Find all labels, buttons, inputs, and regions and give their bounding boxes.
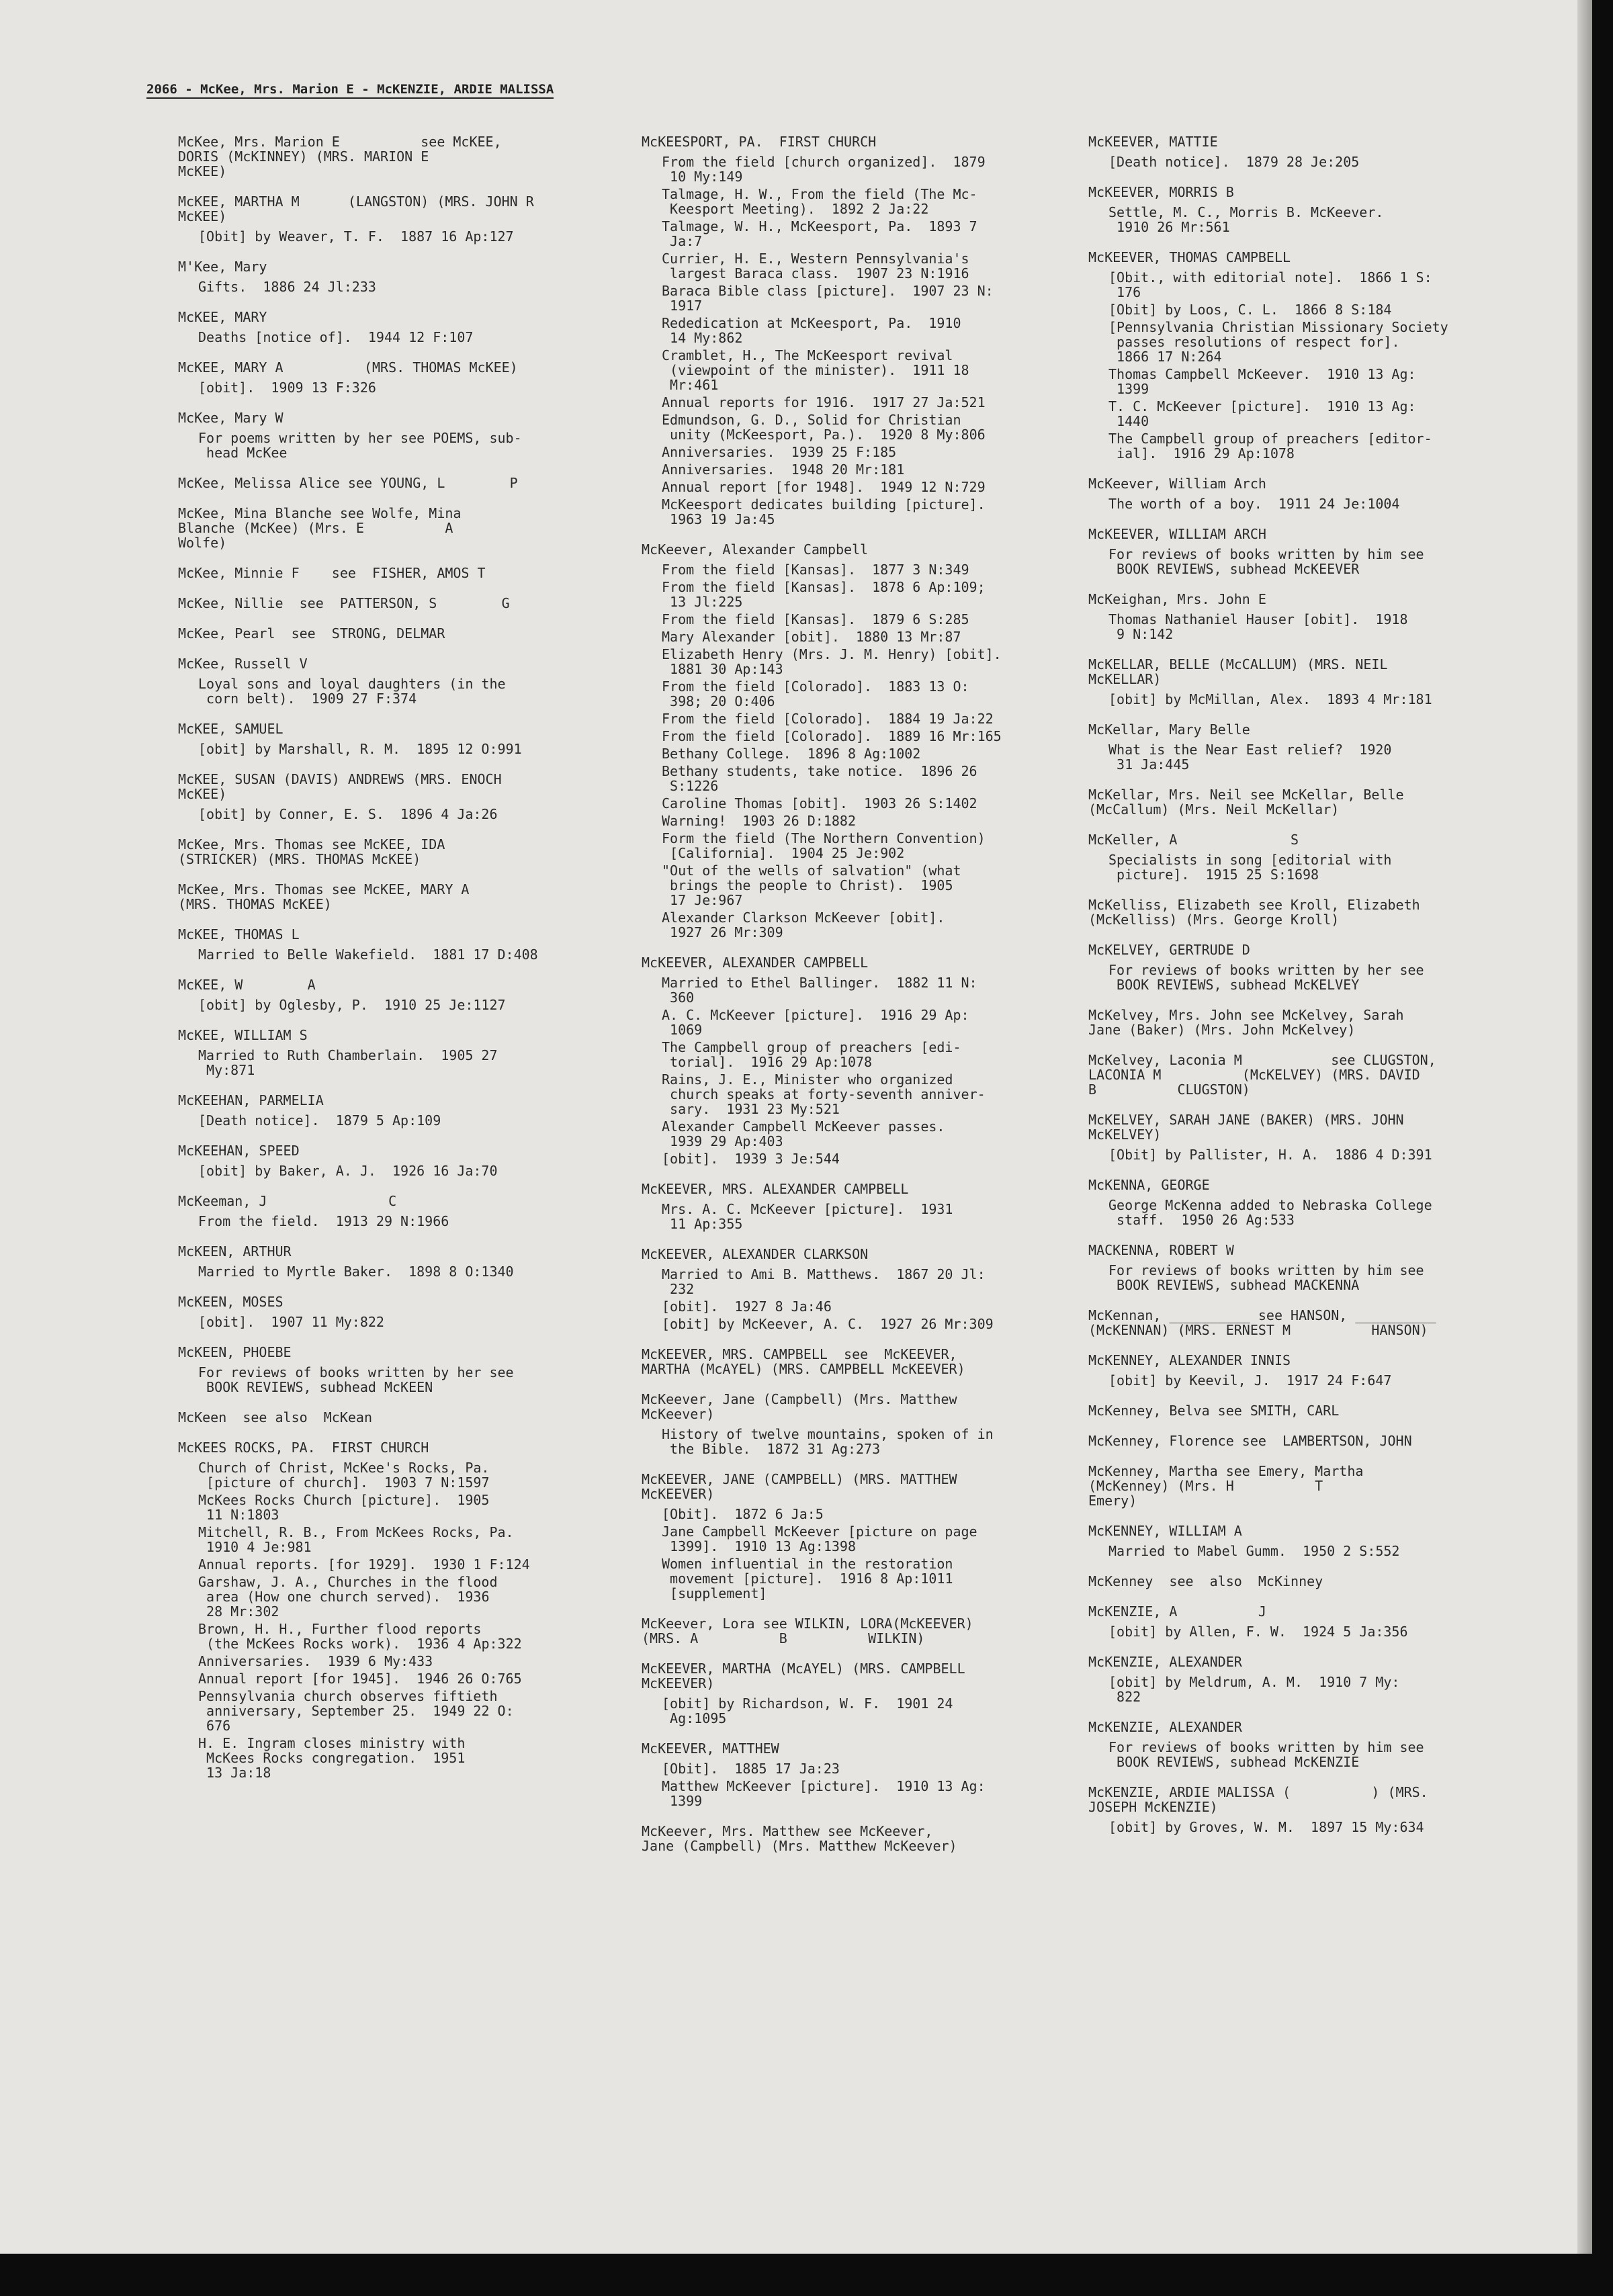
entry-reference: For reviews of books written by him see BOOK REVIEWS, subhead MACKENNA xyxy=(1108,1262,1424,1293)
entry-reference: Annual reports. [for 1929]. 1930 1 F:124 xyxy=(198,1556,530,1573)
index-entry xyxy=(178,1440,608,1780)
entry-heading: McKEEVER, ALEXANDER CLARKSON xyxy=(642,1246,869,1262)
index-entry xyxy=(178,1093,608,1128)
index-entry xyxy=(1088,1243,1532,1292)
entry-reference: From the field [Colorado]. 1883 13 O: 398; 20 O:406 xyxy=(662,678,969,709)
index-entry xyxy=(1088,527,1532,576)
entry-heading: McKenney, Florence see LAMBERTSON, JOHN xyxy=(1088,1433,1412,1449)
entry-heading: McKee, Melissa Alice see YOUNG, L P xyxy=(178,475,518,491)
entry-reference: Annual reports for 1916. 1917 27 Ja:521 xyxy=(662,394,986,410)
entry-reference: George McKenna added to Nebraska College staff. 1950 26 Ag:533 xyxy=(1108,1197,1432,1228)
entry-reference: Talmage, W. H., McKeesport, Pa. 1893 7 Ja:7 xyxy=(662,218,977,249)
index-entry xyxy=(178,310,608,345)
index-entry xyxy=(178,134,608,179)
entry-heading: McKELVEY, GERTRUDE D xyxy=(1088,942,1250,958)
index-entry xyxy=(1088,134,1532,169)
entry-reference: For reviews of books written by her see BOOK REVIEWS, subhead McKEEN xyxy=(198,1364,514,1395)
entry-reference: [Death notice]. 1879 28 Je:205 xyxy=(1108,154,1360,170)
entry-reference: From the field [Kansas]. 1878 6 Ap:109; 13 Jl:225 xyxy=(662,579,986,610)
entry-heading: McKEEVER, WILLIAM ARCH xyxy=(1088,526,1266,542)
index-entry xyxy=(1088,1403,1532,1418)
entry-heading: McKee, Minnie F see FISHER, AMOS T xyxy=(178,565,486,581)
entry-reference: From the field [church organized]. 1879 10 My:149 xyxy=(662,154,986,185)
index-entry xyxy=(1088,722,1532,772)
index-entry xyxy=(178,977,608,1012)
index-entry xyxy=(1088,1654,1532,1704)
entry-heading: McKEEHAN, PARMELIA xyxy=(178,1092,324,1108)
entry-reference: Brown, H. H., Further flood reports (the McKees Rocks work). 1936 4 Ap:322 xyxy=(198,1621,522,1652)
index-entry xyxy=(1088,942,1532,992)
index-entry xyxy=(1088,185,1532,234)
entry-reference: From the field [Kansas]. 1879 6 S:285 xyxy=(662,611,969,627)
index-entry xyxy=(1088,657,1532,707)
entry-reference: Married to Belle Wakefield. 1881 17 D:408 xyxy=(198,946,538,963)
entry-reference: [obit]. 1927 8 Ja:46 xyxy=(662,1298,832,1315)
entry-heading: McKeever, Alexander Campbell xyxy=(642,541,869,558)
entry-heading: McKEEVER, ALEXANDER CAMPBELL xyxy=(642,955,869,971)
entry-heading: McKEEVER, THOMAS CAMPBELL xyxy=(1088,249,1291,265)
entry-heading: McKEEVER, MORRIS B xyxy=(1088,184,1234,200)
entry-heading: McKELLAR, BELLE (McCALLUM) (MRS. NEIL McKELLAR) xyxy=(1088,656,1388,687)
entry-reference: Married to Mabel Gumm. 1950 2 S:552 xyxy=(1108,1543,1400,1559)
index-entry xyxy=(1088,1524,1532,1558)
entry-reference: Caroline Thomas [obit]. 1903 26 S:1402 xyxy=(662,795,977,811)
entry-reference: Warning! 1903 26 D:1882 xyxy=(662,813,856,829)
index-entry xyxy=(642,1347,1072,1376)
entry-reference: [obit] by Conner, E. S. 1896 4 Ja:26 xyxy=(198,806,498,822)
entry-heading: McKeighan, Mrs. John E xyxy=(1088,591,1266,607)
index-entry xyxy=(178,656,608,706)
page-binding-shadow xyxy=(1577,0,1592,2254)
entry-reference: History of twelve mountains, spoken of in the Bible. 1872 31 Ag:273 xyxy=(662,1426,994,1457)
index-entry xyxy=(642,1824,1072,1853)
entry-reference: Form the field (The Northern Convention) [California]. 1904 25 Je:902 xyxy=(662,830,986,861)
index-entry xyxy=(1088,592,1532,642)
index-entry xyxy=(178,721,608,756)
index-entry xyxy=(1088,1112,1532,1162)
index-entry xyxy=(178,772,608,822)
index-entry xyxy=(1088,1574,1532,1589)
entry-heading: McKeever, Lora see WILKIN, LORA(McKEEVER) (MRS. A B WILKIN) xyxy=(642,1616,973,1646)
entry-heading: McKelliss, Elizabeth see Kroll, Elizabeth (McKelliss) (Mrs. George Kroll) xyxy=(1088,897,1420,928)
index-entry xyxy=(642,1661,1072,1726)
entry-reference: [obit]. 1907 11 My:822 xyxy=(198,1314,384,1330)
entry-heading: McKeever, Jane (Campbell) (Mrs. Matthew McKeever) xyxy=(642,1391,957,1422)
entry-reference: Garshaw, J. A., Churches in the flood area (How one church served). 1936 28 Mr:302 xyxy=(198,1574,498,1620)
entry-reference: [Obit] by Pallister, H. A. 1886 4 D:391 xyxy=(1108,1147,1432,1163)
entry-reference: Rededication at McKeesport, Pa. 1910 14 My:862 xyxy=(662,315,961,346)
index-entry xyxy=(1088,1604,1532,1639)
entry-reference: H. E. Ingram closes ministry with McKees Rocks congregation. 1951 13 Ja:18 xyxy=(198,1735,466,1781)
entry-reference: T. C. McKeever [picture]. 1910 13 Ag: 1440 xyxy=(1108,398,1416,429)
entry-reference: What is the Near East relief? 1920 31 Ja:445 xyxy=(1108,742,1392,772)
entry-reference: "Out of the wells of salvation" (what brings the people to Christ). 1905 17 Je:967 xyxy=(662,863,961,908)
index-entry xyxy=(178,837,608,867)
entry-heading: McKee, Russell V xyxy=(178,656,308,672)
entry-reference: Mitchell, R. B., From McKees Rocks, Pa. 1910 4 Je:981 xyxy=(198,1524,514,1555)
entry-heading: McKEEVER, JANE (CAMPBELL) (MRS. MATTHEW McKEEVER) xyxy=(642,1471,957,1502)
entry-heading: McKEE, SUSAN (DAVIS) ANDREWS (MRS. ENOCH McKEE) xyxy=(178,771,502,802)
entry-heading: McKee, Mina Blanche see Wolfe, Mina Blanche (McKee) (Mrs. E A Wolfe) xyxy=(178,505,462,551)
page-header: 2066 - McKee, Mrs. Marion E - McKENZIE, ARDIE MALISSA xyxy=(146,82,554,99)
entry-heading: McKEEN, PHOEBE xyxy=(178,1344,292,1360)
index-column-1 xyxy=(178,134,608,1796)
entry-reference: A. C. McKeever [picture]. 1916 29 Ap: 1069 xyxy=(662,1007,969,1038)
entry-heading: McKenney see also McKinney xyxy=(1088,1573,1323,1589)
entry-reference: [Pennsylvania Christian Missionary Society passes resolutions of respect for]. 1866 17 N:264 xyxy=(1108,319,1448,365)
index-entry xyxy=(178,259,608,294)
index-entry xyxy=(1088,1785,1532,1835)
entry-reference: Church of Christ, McKee's Rocks, Pa. [picture of church]. 1903 7 N:1597 xyxy=(198,1460,490,1491)
index-entry xyxy=(642,1392,1072,1456)
entry-reference: Talmage, H. W., From the field (The Mc- Keesport Meeting). 1892 2 Ja:22 xyxy=(662,186,977,217)
entry-reference: [obit] by Meldrum, A. M. 1910 7 My: 822 xyxy=(1108,1674,1400,1705)
entry-reference: Loyal sons and loyal daughters (in the corn belt). 1909 27 F:374 xyxy=(198,676,506,707)
entry-heading: McKEE, MARY xyxy=(178,309,267,325)
entry-reference: Rains, J. E., Minister who organized church speaks at forty-seventh anniver- sary. 1931 23 My:521 xyxy=(662,1071,986,1117)
entry-reference: Currier, H. E., Western Pennsylvania's largest Baraca class. 1907 23 N:1916 xyxy=(662,251,969,281)
entry-reference: [Obit] by Weaver, T. F. 1887 16 Ap:127 xyxy=(198,228,514,245)
index-entry xyxy=(178,476,608,490)
entry-reference: [Obit., with editorial note]. 1866 1 S: 176 xyxy=(1108,269,1432,300)
entry-heading: McKEEVER, MRS. ALEXANDER CAMPBELL xyxy=(642,1181,909,1197)
entry-reference: From the field. 1913 29 N:1966 xyxy=(198,1213,449,1229)
entry-heading: McKeever, William Arch xyxy=(1088,476,1266,492)
index-entry xyxy=(178,506,608,550)
entry-reference: Annual report [for 1948]. 1949 12 N:729 xyxy=(662,479,986,495)
entry-reference: [Obit]. 1872 6 Ja:5 xyxy=(662,1506,824,1522)
entry-heading: McKENNEY, ALEXANDER INNIS xyxy=(1088,1352,1291,1368)
index-entry xyxy=(178,1194,608,1229)
entry-reference: From the field [Colorado]. 1889 16 Mr:165 xyxy=(662,728,1002,744)
entry-reference: McKeesport dedicates building [picture]. 1963 19 Ja:45 xyxy=(662,496,986,527)
entry-heading: McKEES ROCKS, PA. FIRST CHURCH xyxy=(178,1440,429,1456)
index-entry xyxy=(1088,476,1532,511)
index-entry xyxy=(178,566,608,580)
entry-reference: Married to Ruth Chamberlain. 1905 27 My:871 xyxy=(198,1047,498,1078)
entry-reference: Anniversaries. 1939 25 F:185 xyxy=(662,444,897,460)
entry-reference: [obit]. 1939 3 Je:544 xyxy=(662,1151,840,1167)
entry-heading: McKEESPORT, PA. FIRST CHURCH xyxy=(642,134,877,150)
entry-heading: McKEE, W A xyxy=(178,977,316,993)
index-entry xyxy=(1088,1178,1532,1227)
entry-heading: McKee, Mrs. Thomas see McKEE, IDA (STRICKER) (MRS. THOMAS McKEE) xyxy=(178,836,445,867)
entry-reference: Women influential in the restoration movement [picture]. 1916 8 Ap:1011 [supplement] xyxy=(662,1556,953,1601)
index-entry xyxy=(1088,832,1532,882)
entry-heading: McKenney, Martha see Emery, Martha (McKenney) (Mrs. H T Emery) xyxy=(1088,1463,1364,1509)
index-entry xyxy=(178,626,608,641)
entry-reference: Baraca Bible class [picture]. 1907 23 N: 1917 xyxy=(662,283,994,314)
entry-heading: McKEE, SAMUEL xyxy=(178,721,284,737)
entry-reference: Mary Alexander [obit]. 1880 13 Mr:87 xyxy=(662,629,961,645)
entry-heading: M'Kee, Mary xyxy=(178,259,267,275)
index-entry xyxy=(1088,1464,1532,1508)
entry-reference: Anniversaries. 1948 20 Mr:181 xyxy=(662,461,905,478)
entry-reference: For reviews of books written by him see BOOK REVIEWS, subhead McKEEVER xyxy=(1108,546,1424,577)
index-entry xyxy=(178,927,608,962)
entry-reference: Annual report [for 1945]. 1946 26 O:765 xyxy=(198,1671,522,1687)
index-entry xyxy=(642,1182,1072,1231)
entry-heading: McKee, Nillie see PATTERSON, S G xyxy=(178,595,510,611)
entry-reference: Alexander Clarkson McKeever [obit]. 1927 26 Mr:309 xyxy=(662,910,945,940)
entry-heading: McKEEHAN, SPEED xyxy=(178,1143,300,1159)
entry-reference: From the field [Colorado]. 1884 19 Ja:22 xyxy=(662,711,994,727)
index-entry xyxy=(178,410,608,460)
entry-heading: McKEE, MARY A (MRS. THOMAS McKEE) xyxy=(178,359,518,376)
entry-reference: Married to Myrtle Baker. 1898 8 O:1340 xyxy=(198,1264,514,1280)
entry-reference: [obit] by Groves, W. M. 1897 15 My:634 xyxy=(1108,1819,1424,1835)
entry-heading: McKeller, A S xyxy=(1088,832,1299,848)
entry-heading: McKellar, Mary Belle xyxy=(1088,721,1250,738)
entry-heading: McKEEVER, MATTHEW xyxy=(642,1740,779,1757)
entry-heading: McKENNEY, WILLIAM A xyxy=(1088,1523,1242,1539)
entry-reference: [obit] by Oglesby, P. 1910 25 Je:1127 xyxy=(198,997,506,1013)
entry-heading: McKee, Mrs. Marion E see McKEE, DORIS (McKINNEY) (MRS. MARION E McKEE) xyxy=(178,134,502,179)
entry-reference: Matthew McKeever [picture]. 1910 13 Ag: 1399 xyxy=(662,1778,986,1809)
index-entry xyxy=(178,596,608,611)
entry-reference: [obit]. 1909 13 F:326 xyxy=(198,380,376,396)
index-entry xyxy=(178,1244,608,1279)
entry-heading: McKEE, WILLIAM S xyxy=(178,1027,308,1043)
index-entry xyxy=(642,542,1072,940)
entry-reference: [Obit]. 1885 17 Ja:23 xyxy=(662,1761,840,1777)
entry-reference: Married to Ami B. Matthews. 1867 20 Jl: 232 xyxy=(662,1266,986,1297)
entry-reference: Bethany students, take notice. 1896 26 S:1226 xyxy=(662,763,977,794)
entry-heading: McKelvey, Laconia M see CLUGSTON, LACONIA M (McKELVEY) (MRS. DAVID B CLUGSTON) xyxy=(1088,1052,1436,1098)
entry-reference: [obit] by Marshall, R. M. 1895 12 O:991 xyxy=(198,741,522,757)
index-entry xyxy=(642,1741,1072,1808)
index-entry xyxy=(642,1472,1072,1601)
entry-reference: McKees Rocks Church [picture]. 1905 11 N:1803 xyxy=(198,1492,490,1523)
index-entry xyxy=(1088,1053,1532,1097)
index-entry xyxy=(1088,897,1532,927)
entry-reference: The Campbell group of preachers [edi- torial]. 1916 29 Ap:1078 xyxy=(662,1039,961,1070)
index-entry xyxy=(178,1143,608,1178)
entry-heading: McKellar, Mrs. Neil see McKellar, Belle (McCallum) (Mrs. Neil McKellar) xyxy=(1088,787,1404,818)
entry-reference: Alexander Campbell McKeever passes. 1939 29 Ap:403 xyxy=(662,1118,945,1149)
entry-reference: Settle, M. C., Morris B. McKeever. 1910 26 Mr:561 xyxy=(1108,204,1384,235)
entry-reference: [obit] by McKeever, A. C. 1927 26 Mr:309 xyxy=(662,1316,994,1332)
entry-reference: [Death notice]. 1879 5 Ap:109 xyxy=(198,1112,441,1129)
entry-reference: Pennsylvania church observes fiftieth anniversary, September 25. 1949 22 O: 676 xyxy=(198,1688,514,1734)
entry-heading: McKELVEY, SARAH JANE (BAKER) (MRS. JOHN McKELVEY) xyxy=(1088,1112,1404,1143)
entry-heading: McKENZIE, ALEXANDER xyxy=(1088,1719,1242,1735)
index-entry xyxy=(1088,1008,1532,1037)
entry-heading: McKennan, __________ see HANSON, __________ (McKENNAN) (MRS. ERNEST M HANSON) xyxy=(1088,1307,1436,1338)
entry-heading: McKeen see also McKean xyxy=(178,1409,372,1425)
index-entry xyxy=(178,1294,608,1329)
entry-heading: McKENZIE, ARDIE MALISSA ( ) (MRS. JOSEPH McKENZIE) xyxy=(1088,1784,1428,1815)
index-entry xyxy=(1088,1720,1532,1769)
entry-reference: [obit] by Baker, A. J. 1926 16 Ja:70 xyxy=(198,1163,498,1179)
entry-reference: For reviews of books written by him see BOOK REVIEWS, subhead McKENZIE xyxy=(1108,1739,1424,1770)
entry-reference: Gifts. 1886 24 Jl:233 xyxy=(198,279,376,295)
entry-reference: Edmundson, G. D., Solid for Christian unity (McKeesport, Pa.). 1920 8 My:806 xyxy=(662,412,986,443)
index-entry xyxy=(642,134,1072,527)
index-entry xyxy=(1088,1308,1532,1337)
entry-heading: McKeeman, J C xyxy=(178,1193,397,1209)
entry-reference: [obit] by Allen, F. W. 1924 5 Ja:356 xyxy=(1108,1624,1408,1640)
entry-heading: McKEE, THOMAS L xyxy=(178,926,300,942)
entry-heading: McKEEVER, MATTIE xyxy=(1088,134,1218,150)
entry-reference: Cramblet, H., The McKeesport revival (viewpoint of the minister). 1911 18 Mr:461 xyxy=(662,347,969,393)
entry-reference: Married to Ethel Ballinger. 1882 11 N: 360 xyxy=(662,975,977,1006)
index-entry xyxy=(178,1028,608,1077)
entry-reference: Mrs. A. C. McKeever [picture]. 1931 11 Ap:355 xyxy=(662,1201,953,1232)
entry-reference: The Campbell group of preachers [editor- ial]. 1916 29 Ap:1078 xyxy=(1108,431,1432,461)
entry-reference: [obit] by Keevil, J. 1917 24 F:647 xyxy=(1108,1372,1392,1388)
index-column-3 xyxy=(1088,134,1532,1850)
entry-heading: McKEEN, ARTHUR xyxy=(178,1243,292,1260)
entry-heading: MACKENNA, ROBERT W xyxy=(1088,1242,1234,1258)
entry-reference: For poems written by her see POEMS, sub- head McKee xyxy=(198,430,522,461)
entry-reference: [obit] by Richardson, W. F. 1901 24 Ag:1095 xyxy=(662,1695,953,1726)
entry-reference: Thomas Campbell McKeever. 1910 13 Ag: 1399 xyxy=(1108,366,1416,397)
entry-reference: Deaths [notice of]. 1944 12 F:107 xyxy=(198,329,474,345)
entry-heading: McKelvey, Mrs. John see McKelvey, Sarah Jane (Baker) (Mrs. John McKelvey) xyxy=(1088,1007,1404,1038)
entry-heading: McKee, Mary W xyxy=(178,410,284,426)
index-entry xyxy=(178,194,608,244)
entry-heading: McKenney, Belva see SMITH, CARL xyxy=(1088,1403,1340,1419)
index-column-2 xyxy=(642,134,1072,1869)
entry-heading: McKeever, Mrs. Matthew see McKeever, Jane (Campbell) (Mrs. Matthew McKeever) xyxy=(642,1823,957,1854)
entry-reference: From the field [Kansas]. 1877 3 N:349 xyxy=(662,562,969,578)
index-entry xyxy=(178,360,608,395)
index-entry xyxy=(178,1345,608,1395)
index-entry xyxy=(178,1410,608,1425)
index-entry xyxy=(1088,1433,1532,1448)
entry-reference: Elizabeth Henry (Mrs. J. M. Henry) [obit]. 1881 30 Ap:143 xyxy=(662,646,1002,677)
index-entry xyxy=(642,955,1072,1166)
entry-reference: Bethany College. 1896 8 Ag:1002 xyxy=(662,746,921,762)
index-entry xyxy=(1088,250,1532,461)
entry-heading: McKENNA, GEORGE xyxy=(1088,1177,1210,1193)
entry-heading: McKEEVER, MRS. CAMPBELL see McKEEVER, MARTHA (McAYEL) (MRS. CAMPBELL McKEEVER) xyxy=(642,1346,965,1377)
entry-reference: Anniversaries. 1939 6 My:433 xyxy=(198,1653,433,1669)
entry-reference: Specialists in song [editorial with picture]. 1915 25 S:1698 xyxy=(1108,852,1392,883)
entry-reference: For reviews of books written by her see BOOK REVIEWS, subhead McKELVEY xyxy=(1108,962,1424,993)
entry-reference: The worth of a boy. 1911 24 Je:1004 xyxy=(1108,496,1400,512)
index-entry xyxy=(1088,787,1532,817)
entry-reference: [obit] by McMillan, Alex. 1893 4 Mr:181 xyxy=(1108,691,1432,707)
entry-reference: [Obit] by Loos, C. L. 1866 8 S:184 xyxy=(1108,302,1392,318)
entry-heading: McKEEN, MOSES xyxy=(178,1294,284,1310)
entry-reference: Thomas Nathaniel Hauser [obit]. 1918 9 N:142 xyxy=(1108,611,1408,642)
entry-heading: McKENZIE, A J xyxy=(1088,1603,1266,1620)
entry-heading: McKee, Pearl see STRONG, DELMAR xyxy=(178,625,445,642)
index-entry xyxy=(1088,1353,1532,1388)
entry-heading: McKEEVER, MARTHA (McAYEL) (MRS. CAMPBELL McKEEVER) xyxy=(642,1661,965,1691)
entry-heading: McKee, Mrs. Thomas see McKEE, MARY A (MRS. THOMAS McKEE) xyxy=(178,881,470,912)
index-entry xyxy=(642,1616,1072,1646)
entry-heading: McKENZIE, ALEXANDER xyxy=(1088,1654,1242,1670)
entry-heading: McKEE, MARTHA M (LANGSTON) (MRS. JOHN R McKEE) xyxy=(178,193,534,224)
entry-reference: Jane Campbell McKeever [picture on page 1399]. 1910 13 Ag:1398 xyxy=(662,1524,977,1554)
index-entry xyxy=(642,1247,1072,1331)
index-entry xyxy=(178,882,608,912)
